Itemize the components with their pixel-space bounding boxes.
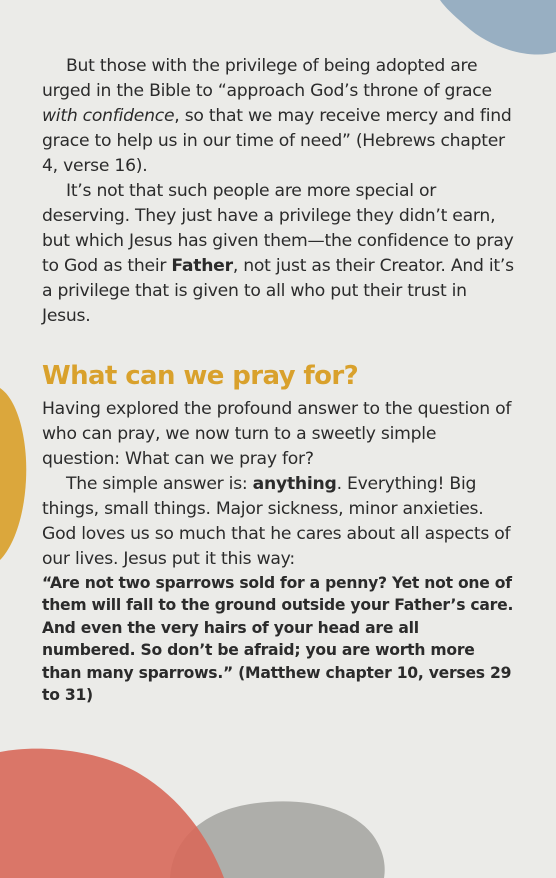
emphasis-with-confidence: with confidence bbox=[42, 106, 175, 126]
paragraph-having-explored: Having explored the profound answer to the question of who can pray, we now turn to a sweetly simple question: What can we pray for? bbox=[42, 399, 512, 469]
page-content bbox=[42, 54, 514, 706]
paragraph-not-more-special: It’s not that such people are more special or deserving. They just have a privilege they didn’t earn, but which Jesus has given them—the confidence to pray to God as their Father, not just as their Creator. And it’s a privilege that is given to all who put their trust in Jesus. bbox=[42, 181, 514, 326]
paragraph-adopted-privilege: But those with the privilege of being adopted are urged in the Bible to “approach God’s throne of grace with confidence, so that we may receive mercy and find grace to help us in our time of need” (Hebrews chapter 4, verse 16). bbox=[42, 56, 512, 176]
scripture-quote: “Are not two sparrows sold for a penny? Yet not one of them will fall to the ground outside your Father’s care. And even the very hairs of your head are all numbered. So don’t be afraid; you are worth more than many sparrows.” (Matthew chapter 10, verses 29 to 31) bbox=[42, 574, 514, 705]
paragraph-simple-answer: The simple answer is: anything. Everything! Big things, small things. Major sickness, minor anxieties. God loves us so much that he cares about all aspects of our lives. Jesus put it this way: bbox=[42, 474, 511, 569]
bold-anything: anything bbox=[252, 474, 337, 494]
bold-father: Father bbox=[171, 256, 233, 276]
section-heading: What can we pray for? bbox=[42, 361, 359, 391]
